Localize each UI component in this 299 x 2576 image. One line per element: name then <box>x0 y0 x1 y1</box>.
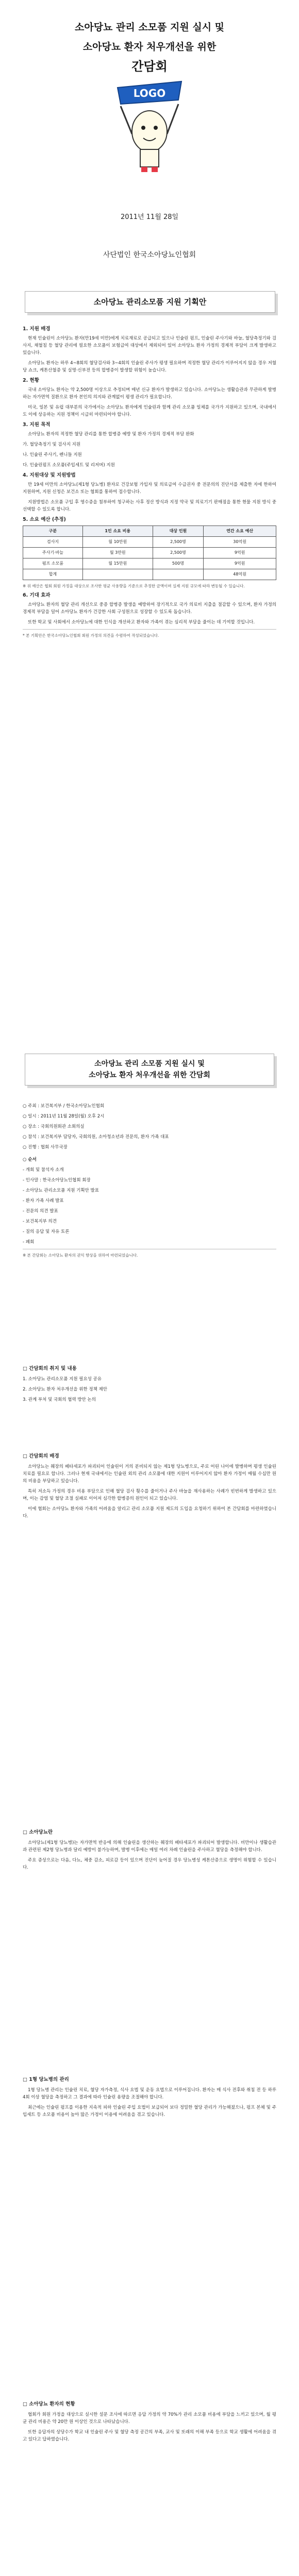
table-cell: 500명 <box>153 558 204 569</box>
plan-s4-paragraph: 만 19세 미만의 소아당뇨(제1형 당뇨병) 환자로 건강보험 가입자 및 의료급여 수급권자 중 전문의의 진단서를 제출한 자에 한하여 지원하며, 지원 신청은 보건소 또는 협회를 통하여 접수합니다. <box>23 482 276 495</box>
budget-table-header: 구분 <box>23 526 83 537</box>
meeting-info-item: ○ 진행 : 협회 사무국장 <box>23 1145 68 1150</box>
meeting-order-item: - 질의 응답 및 자유 토론 <box>23 1229 70 1234</box>
budget-table <box>23 526 276 580</box>
mascot-logo <box>113 77 186 175</box>
section-purpose <box>23 1365 276 1406</box>
table-cell: 검사지 <box>23 537 83 548</box>
meeting-banner-line2: 소아당뇨 환자 처우개선을 위한 간담회 <box>89 1071 210 1079</box>
table-cell: 9억원 <box>204 548 276 558</box>
meeting-order-item: - 보건복지부 의견 <box>23 1219 57 1224</box>
section-item: 2. 소아당뇨 환자 처우개선을 위한 정책 제안 <box>23 1387 107 1392</box>
cover-date: 2011년 11월 28일 <box>120 213 179 221</box>
budget-table-header: 연간 소요 예산 <box>204 526 276 537</box>
meeting-order-item: - 개회 및 참석자 소개 <box>23 1167 64 1173</box>
table-cell: 2,500명 <box>153 537 204 548</box>
meeting-info-item: ○ 장소 : 국회의원회관 소회의실 <box>23 1124 85 1129</box>
table-cell <box>153 569 204 580</box>
plan-s6-heading: 6. 기대 효과 <box>23 592 51 598</box>
section-item: 3. 관계 부처 및 국회의 협력 방안 논의 <box>23 1397 96 1402</box>
meeting-banner-line1: 소아당뇨 관리 소모품 지원 실시 및 <box>94 1060 205 1068</box>
table-cell: 주사기·바늘 <box>23 548 83 558</box>
plan-s2-paragraph: 국내 소아당뇨 환자는 약 2,500명 이상으로 추정되며 매년 신규 환자가 발생하고 있습니다. 소아당뇨는 생활습관과 무관하게 발병하는 자가면역 질환으로 환자 본인의 의지와 관계없이 평생 관리가 필요합니다. <box>23 387 276 400</box>
section-background <box>23 1453 276 1523</box>
budget-table-header: 대상 인원 <box>153 526 204 537</box>
table-row <box>23 537 276 548</box>
plan-s3-item: 다. 인슐린펌프 소모품(주입세트 및 리저버) 지원 <box>23 463 115 468</box>
meeting-info <box>23 1103 276 1261</box>
table-cell: 월 3만원 <box>82 548 153 558</box>
table-cell: 월 10만원 <box>82 537 153 548</box>
logo-banner-text: LOGO <box>133 87 166 99</box>
section-paragraph: 소아당뇨(제1형 당뇨병)는 자가면역 반응에 의해 인슐린을 생산하는 췌장의 베타세포가 파괴되어 발생합니다. 비만이나 생활습관과 관련된 제2형 당뇨병과 달리 예방이 불가능하며, 발병 이후에는 매일 여러 차례 인슐린을 주사하고 혈당을 측정해야 합니다. <box>23 1840 276 1853</box>
meeting-order-item: - 환자 가족 사례 발표 <box>23 1198 64 1204</box>
cover-title-line1: 소아당뇨 관리 소모품 지원 실시 및 <box>74 22 225 33</box>
meeting-info-item: ○ 주최 : 보건복지부 / 한국소아당뇨인협회 <box>23 1104 105 1109</box>
plan-s2-paragraph: 미국, 일본 및 유럽 대부분의 국가에서는 소아당뇨 환자에게 인슐린과 함께 관리 소모품 일체를 국가가 지원하고 있으며, 국내에서도 이에 상응하는 지원 정책이 시급히 마련되어야 합니다. <box>23 405 276 417</box>
plan-s3-item: 가. 혈당측정기 및 검사지 지원 <box>23 442 81 447</box>
table-row <box>23 558 276 569</box>
meeting-order-item: - 인사말 : 한국소아당뇨인협회 회장 <box>23 1178 91 1183</box>
section-paragraph: 또한 응답자의 상당수가 학교 내 인슐린 주사 및 혈당 측정 공간의 부족, 교사 및 또래의 이해 부족 등으로 학교 생활에 어려움을 겪고 있다고 답하였습니다. <box>23 2430 276 2442</box>
plan-s1-heading: 1. 지원 배경 <box>23 326 51 332</box>
table-row <box>23 569 276 580</box>
table-cell: 9억원 <box>204 558 276 569</box>
meeting-info-item: ○ 일시 : 2011년 11월 28일(월) 오후 2시 <box>23 1114 105 1119</box>
table-cell: 2,500명 <box>153 548 204 558</box>
section-status <box>23 2401 276 2446</box>
meeting-order-item: - 폐회 <box>23 1240 35 1245</box>
plan-s3-heading: 3. 지원 목적 <box>23 422 51 428</box>
table-cell: 펌프 소모품 <box>23 558 83 569</box>
plan-s2-heading: 2. 현황 <box>23 378 39 383</box>
section-paragraph: 1형 당뇨병 관리는 인슐린 치료, 혈당 자가측정, 식사 요법 및 운동 요법으로 이루어집니다. 환자는 매 식사 전후와 취침 전 등 하루 4회 이상 혈당을 측정하고 그 결과에 따라 인슐린 용량을 조절해야 합니다. <box>23 2088 276 2100</box>
meeting-order-item: - 소아당뇨 관리소모품 지원 기획안 발표 <box>23 1188 99 1193</box>
section-paragraph: 주요 증상으로는 다음, 다뇨, 체중 감소, 피로감 등이 있으며 진단이 늦어질 경우 당뇨병성 케톤산증으로 생명이 위험할 수 있습니다. <box>23 1858 276 1870</box>
cover-organization: 사단법인 한국소아당뇨인협회 <box>103 251 196 259</box>
section-paragraph: 이에 협회는 소아당뇨 환자와 가족의 어려움을 알리고 관리 소모품 지원 제도의 도입을 요청하기 위하여 본 간담회를 마련하였습니다. <box>23 1506 276 1519</box>
section-paragraph: 협회가 회원 가정을 대상으로 실시한 설문 조사에 따르면 응답 가정의 약 70%가 관리 소모품 비용에 부담을 느끼고 있으며, 월 평균 관리 비용은 약 20만 원 이상인 것으로 나타났습니다. <box>23 2412 276 2425</box>
meeting-info-item: ○ 참석 : 보건복지부 담당자, 국회의원, 소아청소년과 전문의, 환자 가족 대표 <box>23 1134 169 1140</box>
section-heading: □ 1형 당뇨병의 관리 <box>23 2077 69 2082</box>
meeting-order-heading: ○ 순서 <box>23 1157 37 1162</box>
plan-footnote: * 본 기획안은 한국소아당뇨인협회 회원 가정의 의견을 수렴하여 작성되었습니다. <box>23 633 159 638</box>
plan-s4-heading: 4. 지원대상 및 지원방법 <box>23 472 76 478</box>
section-management <box>23 2076 276 2122</box>
plan-s1-paragraph: 현재 인슐린이 소아당뇨 환자(만19세 미만)에게 치료재료로 공급되고 있으나 인슐린 펌프, 인슐린 주사기와 바늘, 혈당측정기와 검사지, 채혈침 등 혈당 관리에 필요한 소모품이 보험급여 대상에서 제외되어 있어 소아당뇨 환자 가정의 경제적 부담이 크게 발생하고 있습니다. <box>23 336 276 355</box>
section-item: 1. 소아당뇨 관리소모품 지원 필요성 공유 <box>23 1377 102 1382</box>
plan-banner: 소아당뇨 관리소모품 지원 기획안 <box>25 291 275 313</box>
section-heading: □ 간담회의 취지 및 내용 <box>23 1366 77 1371</box>
budget-table-header: 1인 소요 비용 <box>82 526 153 537</box>
meeting-order-item: - 전문의 의견 발표 <box>23 1209 58 1214</box>
table-cell: 48억원 <box>204 569 276 580</box>
table-cell: 30억원 <box>204 537 276 548</box>
divider <box>23 629 276 630</box>
section-heading: □ 소아당뇨란 <box>23 1829 53 1835</box>
cover-title-line3: 간담회 <box>131 59 168 74</box>
plan-s6-paragraph: 소아당뇨 환자의 혈당 관리 개선으로 중증 합병증 발생을 예방하여 장기적으로 국가 의료비 지출을 절감할 수 있으며, 환자 가정의 경제적 부담을 덜어 소아당뇨 환자가 건강한 사회 구성원으로 성장할 수 있도록 돕습니다. <box>23 602 276 615</box>
cover-title-line2: 소아당뇨 환자 처우개선을 위한 <box>82 41 217 53</box>
budget-note: ※ 위 예산은 협회 회원 가정을 대상으로 조사한 평균 사용량을 기준으로 추정한 금액이며 실제 지원 규모에 따라 변동될 수 있습니다. <box>23 584 245 588</box>
plan-s3-item: 나. 인슐린 주사기, 펜니들 지원 <box>23 452 82 457</box>
table-cell <box>82 569 153 580</box>
section-paragraph: 최근에는 인슐린 펌프를 이용한 지속적 피하 인슐린 주입 요법이 보급되어 보다 정밀한 혈당 관리가 가능해졌으나, 펌프 본체 및 주입세트 등 소모품 비용이 높아 많은 가정이 이용에 어려움을 겪고 있습니다. <box>23 2105 276 2117</box>
table-row <box>23 548 276 558</box>
plan-s5-heading: 5. 소요 예산 (추정) <box>23 517 66 522</box>
table-cell: 합계 <box>23 569 83 580</box>
section-heading: □ 소아당뇨 환자의 현황 <box>23 2401 75 2407</box>
cover-title <box>0 18 299 76</box>
table-cell: 월 15만원 <box>82 558 153 569</box>
section-paragraph: 특히 저소득 가정의 경우 비용 부담으로 인해 혈당 검사 횟수를 줄이거나 주사 바늘을 재사용하는 사례가 빈번하게 발생하고 있으며, 이는 감염 및 혈당 조절 실패로 이어져 심각한 합병증의 원인이 되고 있습니다. <box>23 1489 276 1501</box>
plan-s3-paragraph: 소아당뇨 환자의 적정한 혈당 관리를 통한 합병증 예방 및 환자 가정의 경제적 부담 완화 <box>28 432 194 437</box>
section-what-is <box>23 1829 276 1874</box>
plan-s1-paragraph: 소아당뇨 환자는 하루 4~8회의 혈당검사와 3~4회의 인슐린 주사가 평생 필요하며 적정한 혈당 관리가 이루어지지 않을 경우 저혈당 쇼크, 케톤산혈증 및 실명·신부전 등의 합병증이 발생할 위험이 높습니다. <box>23 361 276 373</box>
plan-s4-paragraph: 지원방법은 소모품 구입 후 영수증을 첨부하여 청구하는 사후 정산 방식과 지정 약국 및 의료기기 판매점을 통한 현물 지원 방식 중 선택할 수 있도록 합니다. <box>23 500 276 512</box>
section-paragraph: 소아당뇨는 췌장의 베타세포가 파괴되어 인슐린이 거의 분비되지 않는 제1형 당뇨병으로, 주로 어린 나이에 발병하며 평생 인슐린 치료를 필요로 합니다. 그러나 현재 국내에서는 인슐린 외의 관리 소모품에 대한 지원이 이루어지지 않아 환자 가정이 매월 수십만 원의 비용을 부담하고 있습니다. <box>23 1464 276 1484</box>
plan-section <box>23 326 276 641</box>
section-heading: □ 간담회의 배경 <box>23 1453 59 1459</box>
plan-s6-paragraph: 또한 학교 및 사회에서 소아당뇨에 대한 인식을 개선하고 환자와 가족이 겪는 심리적 부담을 줄이는 데 기여할 것입니다. <box>28 620 255 625</box>
meeting-banner <box>25 1054 274 1086</box>
meeting-note: ※ 본 간담회는 소아당뇨 환자의 권익 향상을 위하여 마련되었습니다. <box>23 1253 138 1258</box>
